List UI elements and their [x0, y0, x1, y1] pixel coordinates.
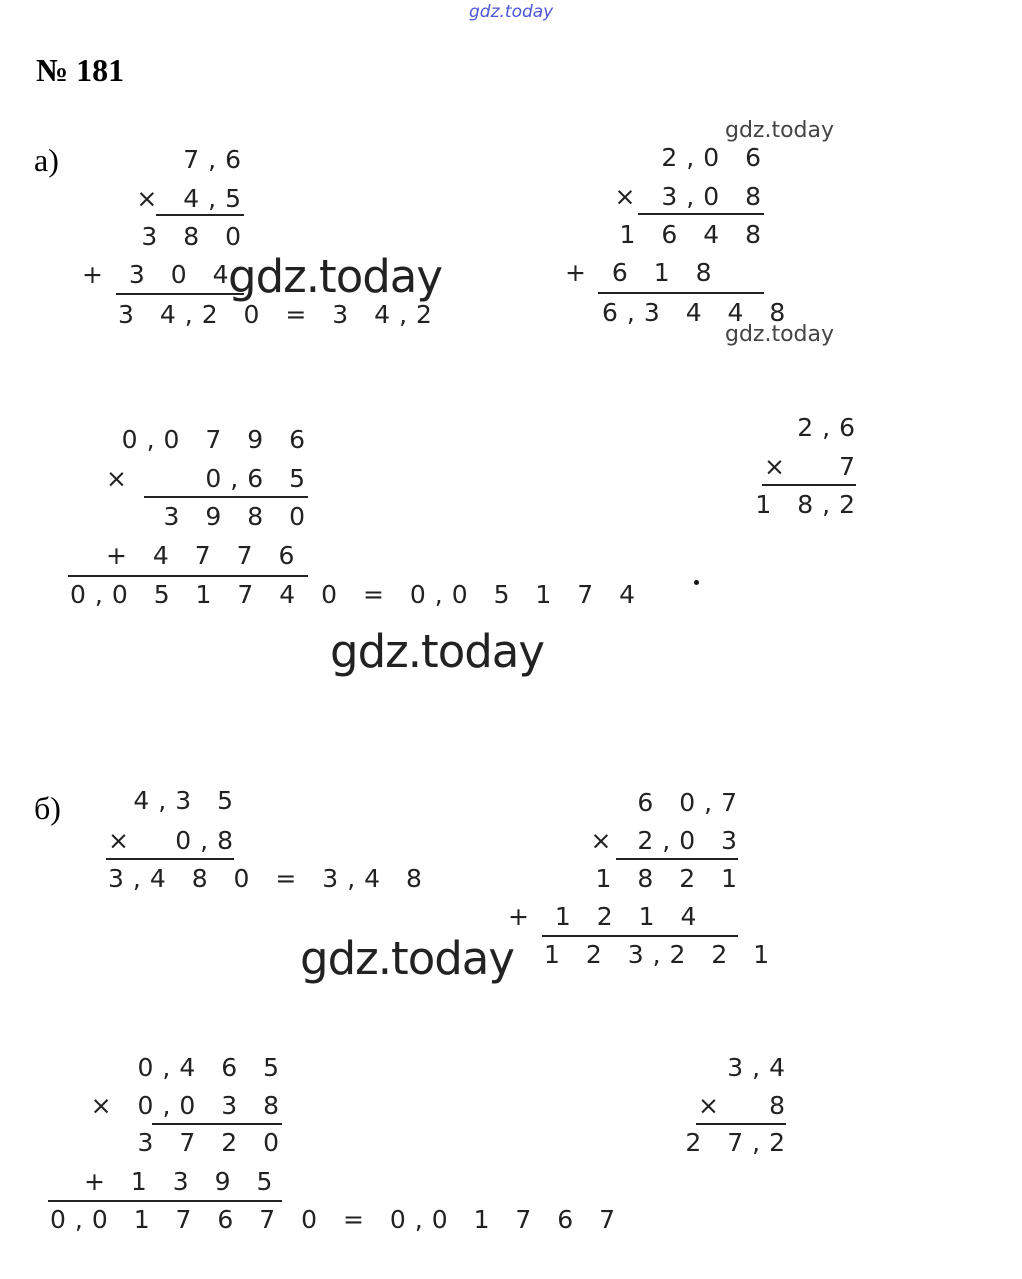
watermark-top: gdz.today	[469, 2, 554, 22]
watermark: gdz.today	[330, 625, 545, 678]
multiplier: 0,8	[175, 826, 242, 855]
result: 1 8,2	[755, 490, 864, 519]
line	[156, 214, 244, 216]
line	[106, 858, 234, 860]
result: 1 2 3,2 2 1	[544, 940, 779, 969]
partial-product-2: + 3 0 4	[82, 260, 238, 289]
line	[68, 575, 308, 577]
multiplier: 7	[839, 452, 864, 481]
multiply-sign: ×	[764, 452, 794, 481]
result: 3 4,2 0 = 3 4,2	[118, 300, 441, 329]
part-a-label: а)	[34, 142, 59, 178]
line	[638, 213, 764, 215]
multiplier: × 4,5	[136, 184, 250, 213]
multiply-sign: ×	[108, 826, 138, 855]
partial-product-2: + 1 3 9 5	[84, 1167, 282, 1196]
watermark: gdz.today	[725, 118, 835, 143]
partial-product-1: 3 9 8 0	[163, 502, 314, 531]
line	[616, 858, 738, 860]
watermark: gdz.today	[300, 932, 515, 985]
watermark: gdz.today	[725, 322, 835, 347]
line	[598, 292, 764, 294]
line	[696, 1123, 786, 1125]
multiplicand: 2,6	[797, 413, 864, 442]
multiplier: 8	[769, 1091, 794, 1120]
partial-product-2: + 6 1 8	[565, 258, 721, 287]
multiplicand: 2,0 6	[661, 143, 770, 172]
line	[152, 1123, 282, 1125]
multiplicand: 6 0,7	[637, 788, 746, 817]
partial-product-1: 3 7 2 0	[137, 1128, 288, 1157]
line	[144, 496, 308, 498]
partial-product-1: 1 8 2 1	[595, 864, 746, 893]
multiplier: 0,6 5	[205, 464, 314, 493]
line	[116, 293, 244, 295]
result: 0,0 1 7 6 7 0 = 0,0 1 7 6 7	[50, 1205, 625, 1234]
result: 2 7,2	[685, 1128, 794, 1157]
multiply-sign: ×	[106, 464, 136, 493]
result: 6,3 4 4 8	[602, 298, 795, 327]
partial-product-2: + 1 2 1 4	[508, 902, 706, 931]
result: 3,4 8 0 = 3,4 8	[108, 864, 431, 893]
line	[762, 484, 856, 486]
multiplicand: 7,6	[183, 145, 250, 174]
line	[542, 935, 738, 937]
page-title: № 181	[36, 52, 125, 88]
stray-dot	[694, 580, 699, 585]
partial-product-1: 1 6 4 8	[619, 220, 770, 249]
multiplier: × 2,0 3	[590, 826, 746, 855]
multiplicand: 0,0 7 9 6	[121, 425, 314, 454]
multiplicand: 0,4 6 5	[137, 1053, 288, 1082]
line	[48, 1200, 282, 1202]
part-b-label: б)	[34, 790, 61, 826]
result: 0,0 5 1 7 4 0 = 0,0 5 1 7 4	[70, 580, 645, 609]
multiplicand: 3,4	[727, 1053, 794, 1082]
multiplicand: 4,3 5	[133, 786, 242, 815]
multiply-sign: ×	[698, 1091, 728, 1120]
partial-product-1: 3 8 0	[141, 222, 250, 251]
partial-product-2: + 4 7 7 6	[106, 541, 304, 570]
multiplier: × 0,0 3 8	[90, 1091, 288, 1120]
multiplier: × 3,0 8	[614, 182, 770, 211]
watermark: gdz.today	[228, 250, 443, 303]
